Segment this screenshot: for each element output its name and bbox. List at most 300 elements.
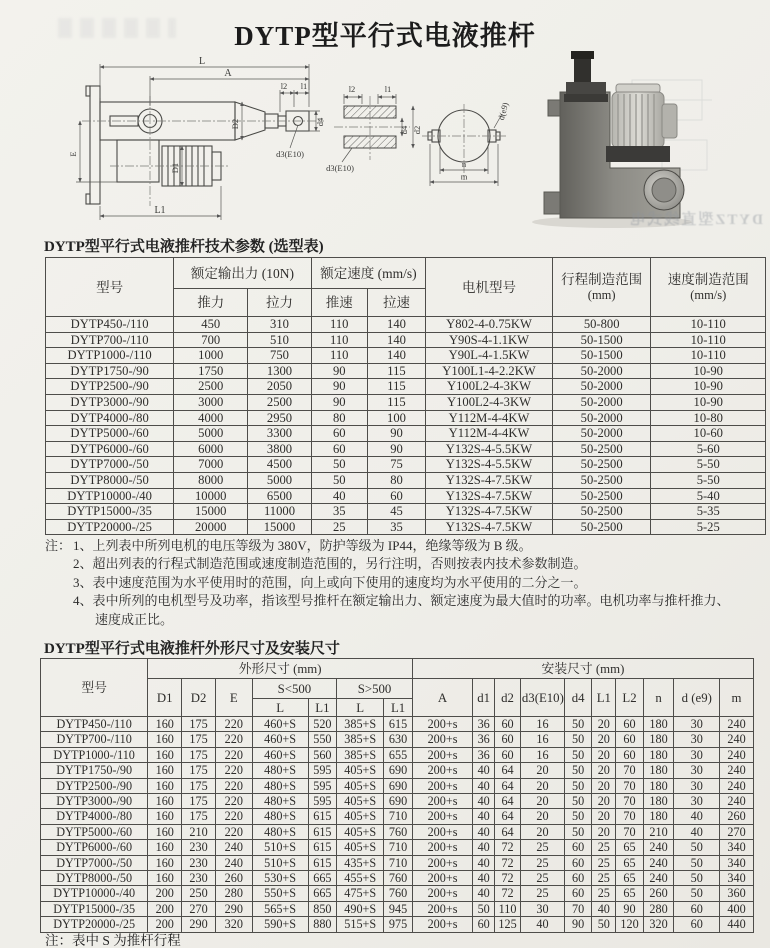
- value-cell: 60: [674, 901, 720, 916]
- dim-label-L: L: [198, 56, 206, 67]
- value-cell: 20: [592, 763, 616, 778]
- value-cell: 40: [473, 840, 495, 855]
- dim-label-D2: D2: [230, 118, 240, 130]
- value-cell: 200+s: [412, 917, 472, 932]
- value-cell: 60: [674, 917, 720, 932]
- value-cell: 60: [565, 886, 592, 901]
- value-cell: 240: [720, 747, 754, 762]
- model-cell: DYTP450-/110: [41, 717, 148, 732]
- value-cell: 20: [520, 763, 564, 778]
- table-row: [46, 441, 766, 457]
- value-cell: 50-1500: [552, 332, 651, 348]
- value-cell: 110: [311, 317, 367, 333]
- table-row: [46, 332, 766, 348]
- col-header-pull-force: 拉力: [248, 289, 311, 317]
- value-cell: 220: [215, 824, 252, 839]
- value-cell: 230: [182, 871, 216, 886]
- value-cell: 8000: [174, 472, 248, 488]
- value-cell: 65: [616, 886, 643, 901]
- dim-label-l1: l1: [300, 81, 308, 91]
- rod-cap: [571, 51, 594, 59]
- table-row: [46, 379, 766, 395]
- value-cell: 36: [473, 732, 495, 747]
- value-cell: 280: [215, 886, 252, 901]
- model-cell: DYTP5000-/60: [46, 426, 174, 442]
- note-item: 1、上列表中所列电机的电压等级为 380V，防护等级为 IP44，绝缘等级为 B 级。: [73, 538, 532, 553]
- value-cell: 250: [182, 886, 216, 901]
- value-cell: 320: [215, 917, 252, 932]
- value-cell: 180: [643, 778, 674, 793]
- value-cell: 710: [384, 855, 413, 870]
- dim-label-l2-detail: l2: [348, 84, 356, 94]
- value-cell: 615: [308, 809, 337, 824]
- model-cell: DYTP4000-/80: [41, 809, 148, 824]
- value-cell: 10-110: [651, 332, 766, 348]
- note-item: 3、表中速度范围为水平使用时的范围，向上或向下使用的速度均为水平使用的二分之一。: [73, 574, 587, 590]
- value-cell: 90: [616, 901, 643, 916]
- value-cell: 175: [182, 747, 216, 762]
- value-cell: 20: [592, 732, 616, 747]
- value-cell: 60: [495, 747, 521, 762]
- col-header-A: A: [412, 679, 472, 717]
- value-cell: Y100L2-4-3KW: [426, 394, 553, 410]
- value-cell: 10-90: [651, 379, 766, 395]
- value-cell: 65: [616, 855, 643, 870]
- value-cell: 850: [308, 901, 337, 916]
- value-cell: 50: [565, 763, 592, 778]
- table-row: [46, 426, 766, 442]
- value-cell: 50: [674, 871, 720, 886]
- value-cell: 230: [182, 840, 216, 855]
- value-cell: 200+s: [412, 717, 472, 732]
- value-cell: 615: [308, 840, 337, 855]
- value-cell: 40: [473, 794, 495, 809]
- col-header-d3: d3(E10): [520, 679, 564, 717]
- model-cell: DYTP2500-/90: [41, 778, 148, 793]
- table-row: [41, 840, 754, 855]
- value-cell: 175: [182, 763, 216, 778]
- motor-junction: [662, 104, 677, 138]
- value-cell: 220: [215, 747, 252, 762]
- value-cell: 36: [473, 717, 495, 732]
- model-cell: DYTP10000-/40: [46, 488, 174, 504]
- value-cell: 36: [473, 747, 495, 762]
- value-cell: 25: [520, 840, 564, 855]
- value-cell: 110: [495, 901, 521, 916]
- value-cell: 880: [308, 917, 337, 932]
- model-cell: DYTP8000-/50: [41, 871, 148, 886]
- value-cell: 60: [495, 717, 521, 732]
- product-photo: [512, 50, 717, 234]
- bleed-through-text: DYTZ型直线式电: [628, 212, 763, 228]
- value-cell: 25: [592, 871, 616, 886]
- value-cell: 510+S: [252, 840, 308, 855]
- value-cell: 5-25: [651, 519, 766, 535]
- value-cell: 260: [215, 871, 252, 886]
- value-cell: 220: [215, 794, 252, 809]
- value-cell: 110: [311, 348, 367, 364]
- col-header-d2: d2: [495, 679, 521, 717]
- value-cell: 70: [565, 901, 592, 916]
- value-cell: 270: [720, 824, 754, 839]
- table-row: [46, 410, 766, 426]
- dim-label-d3-detail: d3(E10): [326, 163, 354, 173]
- col-header-D2: D2: [182, 679, 216, 717]
- value-cell: 160: [148, 840, 182, 855]
- dim-label-D1: D1: [170, 162, 180, 174]
- value-cell: 60: [473, 917, 495, 932]
- table-row: [46, 519, 766, 535]
- value-cell: 10-90: [651, 394, 766, 410]
- value-cell: 65: [616, 840, 643, 855]
- value-cell: 50: [565, 747, 592, 762]
- notes: [45, 537, 733, 629]
- value-cell: 125: [495, 917, 521, 932]
- table-row: [46, 363, 766, 379]
- value-cell: 40: [473, 855, 495, 870]
- value-cell: 975: [384, 917, 413, 932]
- value-cell: 140: [367, 348, 425, 364]
- value-cell: 60: [311, 441, 367, 457]
- col-group-s-lt-500: S<500: [252, 679, 337, 699]
- value-cell: 565+S: [252, 901, 308, 916]
- value-cell: 240: [720, 763, 754, 778]
- value-cell: 200+s: [412, 794, 472, 809]
- value-cell: 615: [384, 717, 413, 732]
- model-cell: DYTP1000-/110: [46, 348, 174, 364]
- value-cell: 5-50: [651, 472, 766, 488]
- value-cell: 160: [148, 747, 182, 762]
- table-row: [41, 778, 754, 793]
- value-cell: 140: [367, 317, 425, 333]
- dimension-diagram: [32, 54, 510, 232]
- value-cell: 210: [643, 824, 674, 839]
- value-cell: 60: [616, 717, 643, 732]
- value-cell: 290: [215, 901, 252, 916]
- value-cell: 120: [616, 917, 643, 932]
- technical-drawing: [32, 54, 510, 232]
- value-cell: 20: [520, 794, 564, 809]
- value-cell: 260: [643, 886, 674, 901]
- col-header-D1: D1: [148, 679, 182, 717]
- value-cell: 200+s: [412, 840, 472, 855]
- col-header-d1: d1: [473, 679, 495, 717]
- table-row: [41, 855, 754, 870]
- model-cell: DYTP7000-/50: [41, 855, 148, 870]
- value-cell: 160: [148, 778, 182, 793]
- value-cell: 60: [367, 488, 425, 504]
- dim-label-A: A: [224, 68, 232, 79]
- value-cell: 50-2500: [552, 519, 651, 535]
- value-cell: 290: [182, 917, 216, 932]
- value-cell: 560: [308, 747, 337, 762]
- value-cell: 40: [473, 763, 495, 778]
- value-cell: 220: [215, 809, 252, 824]
- value-cell: 160: [148, 855, 182, 870]
- value-cell: 460+S: [252, 732, 308, 747]
- value-cell: Y90L-4-1.5KW: [426, 348, 553, 364]
- dim-label-m: m: [460, 171, 468, 182]
- value-cell: 70: [616, 809, 643, 824]
- value-cell: 40: [473, 886, 495, 901]
- value-cell: 385+S: [337, 732, 384, 747]
- value-cell: 175: [182, 778, 216, 793]
- value-cell: 220: [215, 778, 252, 793]
- value-cell: 405+S: [337, 794, 384, 809]
- value-cell: 6500: [248, 488, 311, 504]
- dim-label-d4-detail: d4: [399, 125, 409, 135]
- value-cell: Y132S-4-7.5KW: [426, 488, 553, 504]
- value-cell: 90: [311, 363, 367, 379]
- value-cell: 515+S: [337, 917, 384, 932]
- value-cell: 590+S: [252, 917, 308, 932]
- value-cell: 30: [674, 732, 720, 747]
- value-cell: 180: [643, 732, 674, 747]
- actuator-photo: [512, 50, 717, 234]
- value-cell: 20: [592, 809, 616, 824]
- value-cell: 240: [720, 717, 754, 732]
- value-cell: 175: [182, 794, 216, 809]
- col-header-motor: 电机型号: [426, 258, 553, 317]
- table-row: [46, 504, 766, 520]
- value-cell: 550+S: [252, 886, 308, 901]
- value-cell: 20: [520, 809, 564, 824]
- value-cell: 50: [565, 778, 592, 793]
- value-cell: Y802-4-0.75KW: [426, 317, 553, 333]
- value-cell: 30: [674, 717, 720, 732]
- model-cell: DYTP15000-/35: [41, 901, 148, 916]
- value-cell: 180: [643, 794, 674, 809]
- col-header-de9: d (e9): [674, 679, 720, 717]
- value-cell: 405+S: [337, 824, 384, 839]
- col-header-L1-lt: L1: [308, 699, 337, 717]
- value-cell: 115: [367, 379, 425, 395]
- value-cell: 90: [367, 426, 425, 442]
- model-cell: DYTP10000-/40: [41, 886, 148, 901]
- value-cell: 10-80: [651, 410, 766, 426]
- value-cell: 100: [367, 410, 425, 426]
- value-cell: 2500: [174, 379, 248, 395]
- value-cell: 655: [384, 747, 413, 762]
- value-cell: 50-2000: [552, 394, 651, 410]
- col-header-L-gt: L: [337, 699, 384, 717]
- col-header-pull-speed: 拉速: [367, 289, 425, 317]
- value-cell: 220: [215, 717, 252, 732]
- value-cell: 260: [720, 809, 754, 824]
- value-cell: 50: [674, 855, 720, 870]
- value-cell: 700: [174, 332, 248, 348]
- value-cell: 50-800: [552, 317, 651, 333]
- value-cell: 50-2000: [552, 410, 651, 426]
- table-row: [46, 348, 766, 364]
- value-cell: 175: [182, 732, 216, 747]
- value-cell: 80: [367, 472, 425, 488]
- value-cell: 70: [616, 794, 643, 809]
- value-cell: 630: [384, 732, 413, 747]
- value-cell: Y132S-4-7.5KW: [426, 472, 553, 488]
- value-cell: 510: [248, 332, 311, 348]
- value-cell: 690: [384, 778, 413, 793]
- table-row: [46, 472, 766, 488]
- dim-label-d3: d3(E10): [276, 149, 304, 159]
- value-cell: 110: [311, 332, 367, 348]
- value-cell: 520: [308, 717, 337, 732]
- value-cell: 200+s: [412, 855, 472, 870]
- notes-prefix: 注：: [45, 538, 72, 553]
- stroke-range-label: 行程制造范围: [561, 271, 643, 287]
- value-cell: 200+s: [412, 871, 472, 886]
- col-header-m: m: [720, 679, 754, 717]
- value-cell: 64: [495, 794, 521, 809]
- model-cell: DYTP8000-/50: [46, 472, 174, 488]
- value-cell: 80: [311, 410, 367, 426]
- table-row: [46, 488, 766, 504]
- value-cell: 385+S: [337, 747, 384, 762]
- value-cell: 25: [520, 855, 564, 870]
- value-cell: 65: [616, 871, 643, 886]
- table-row: [41, 871, 754, 886]
- value-cell: 50-2500: [552, 441, 651, 457]
- value-cell: 220: [215, 732, 252, 747]
- value-cell: 70: [616, 778, 643, 793]
- value-cell: 665: [308, 871, 337, 886]
- dim-label-l2: l2: [280, 81, 288, 91]
- value-cell: 20: [592, 747, 616, 762]
- value-cell: 60: [495, 732, 521, 747]
- table-row: [41, 886, 754, 901]
- value-cell: 200: [148, 886, 182, 901]
- value-cell: 10-60: [651, 426, 766, 442]
- value-cell: 20: [520, 778, 564, 793]
- value-cell: 760: [384, 824, 413, 839]
- value-cell: 50: [565, 809, 592, 824]
- value-cell: 400: [720, 901, 754, 916]
- value-cell: Y100L2-4-3KW: [426, 379, 553, 395]
- value-cell: 60: [616, 732, 643, 747]
- value-cell: 5-50: [651, 457, 766, 473]
- table-row: [46, 394, 766, 410]
- model-cell: DYTP20000-/25: [46, 519, 174, 535]
- value-cell: 5000: [248, 472, 311, 488]
- value-cell: 90: [311, 379, 367, 395]
- value-cell: 455+S: [337, 871, 384, 886]
- model-cell: DYTP6000-/60: [46, 441, 174, 457]
- value-cell: 40: [473, 824, 495, 839]
- value-cell: 140: [367, 332, 425, 348]
- value-cell: 595: [308, 778, 337, 793]
- value-cell: 72: [495, 855, 521, 870]
- push-rod: [574, 56, 591, 84]
- value-cell: 25: [520, 886, 564, 901]
- dimension-table-title: DYTP型平行式电液推杆外形尺寸及安装尺寸: [44, 641, 340, 657]
- note-item: 4、表中所列的电机型号及功率，指该型号推杆在额定输出力、额定速度为最大值时的功率。电机功率与推杆推力、速度成正比。: [73, 593, 730, 627]
- value-cell: 115: [367, 363, 425, 379]
- value-cell: 40: [473, 871, 495, 886]
- value-cell: Y132S-4-5.5KW: [426, 441, 553, 457]
- value-cell: 16: [520, 747, 564, 762]
- col-group-rated-force: 额定输出力 (10N): [174, 258, 312, 289]
- col-header-L2: L2: [616, 679, 643, 717]
- value-cell: 1750: [174, 363, 248, 379]
- value-cell: Y112M-4-4KW: [426, 410, 553, 426]
- dim-label-n: n: [461, 159, 467, 169]
- value-cell: 64: [495, 763, 521, 778]
- value-cell: 180: [643, 809, 674, 824]
- value-cell: 72: [495, 886, 521, 901]
- value-cell: 340: [720, 855, 754, 870]
- value-cell: 25: [592, 886, 616, 901]
- value-cell: 405+S: [337, 763, 384, 778]
- col-header-n: n: [643, 679, 674, 717]
- value-cell: 20: [592, 717, 616, 732]
- value-cell: 4500: [248, 457, 311, 473]
- value-cell: 480+S: [252, 763, 308, 778]
- model-cell: DYTP1750-/90: [41, 763, 148, 778]
- value-cell: 15000: [174, 504, 248, 520]
- value-cell: 50: [565, 794, 592, 809]
- value-cell: 40: [473, 809, 495, 824]
- value-cell: 50-2000: [552, 363, 651, 379]
- value-cell: 270: [182, 901, 216, 916]
- value-cell: 360: [720, 886, 754, 901]
- value-cell: 1000: [174, 348, 248, 364]
- value-cell: 50-2000: [552, 426, 651, 442]
- table-row: [41, 747, 754, 762]
- value-cell: 5-60: [651, 441, 766, 457]
- value-cell: 210: [182, 824, 216, 839]
- col-header-L-lt: L: [252, 699, 308, 717]
- model-cell: DYTP3000-/90: [41, 794, 148, 809]
- model-cell: DYTP1750-/90: [46, 363, 174, 379]
- value-cell: 20: [592, 824, 616, 839]
- note-item: 2、超出列表的行程式制造范围或速度制造范围的，另行注明，否则按表内技术参数制造。: [73, 556, 587, 572]
- col-header-speed-range: [651, 258, 766, 317]
- value-cell: 175: [182, 809, 216, 824]
- value-cell: 60: [565, 840, 592, 855]
- value-cell: 60: [311, 426, 367, 442]
- col-header-model: 型号: [41, 659, 148, 717]
- value-cell: 70: [616, 763, 643, 778]
- value-cell: 50-1500: [552, 348, 651, 364]
- value-cell: 510+S: [252, 855, 308, 870]
- trunnion-bore: [652, 178, 676, 202]
- value-cell: 72: [495, 871, 521, 886]
- value-cell: 25: [592, 855, 616, 870]
- actuator-side-view: [86, 86, 309, 204]
- value-cell: 310: [248, 317, 311, 333]
- trunnion-ring-view: [422, 101, 510, 186]
- value-cell: 200+s: [412, 901, 472, 916]
- value-cell: 440: [720, 917, 754, 932]
- value-cell: 450: [174, 317, 248, 333]
- value-cell: 20: [592, 778, 616, 793]
- value-cell: 50: [565, 824, 592, 839]
- dim-label-d2-detail: d2: [412, 125, 422, 135]
- value-cell: 60: [565, 855, 592, 870]
- page-title: DYTP型平行式电液推杆: [234, 21, 536, 51]
- value-cell: 15000: [248, 519, 311, 535]
- value-cell: 160: [148, 717, 182, 732]
- value-cell: 200+s: [412, 747, 472, 762]
- value-cell: 35: [367, 519, 425, 535]
- value-cell: 240: [643, 855, 674, 870]
- value-cell: 40: [473, 778, 495, 793]
- model-cell: DYTP1000-/110: [41, 747, 148, 762]
- value-cell: 240: [215, 855, 252, 870]
- value-cell: 595: [308, 763, 337, 778]
- speed-range-unit: (mm/s): [690, 287, 727, 302]
- value-cell: 760: [384, 871, 413, 886]
